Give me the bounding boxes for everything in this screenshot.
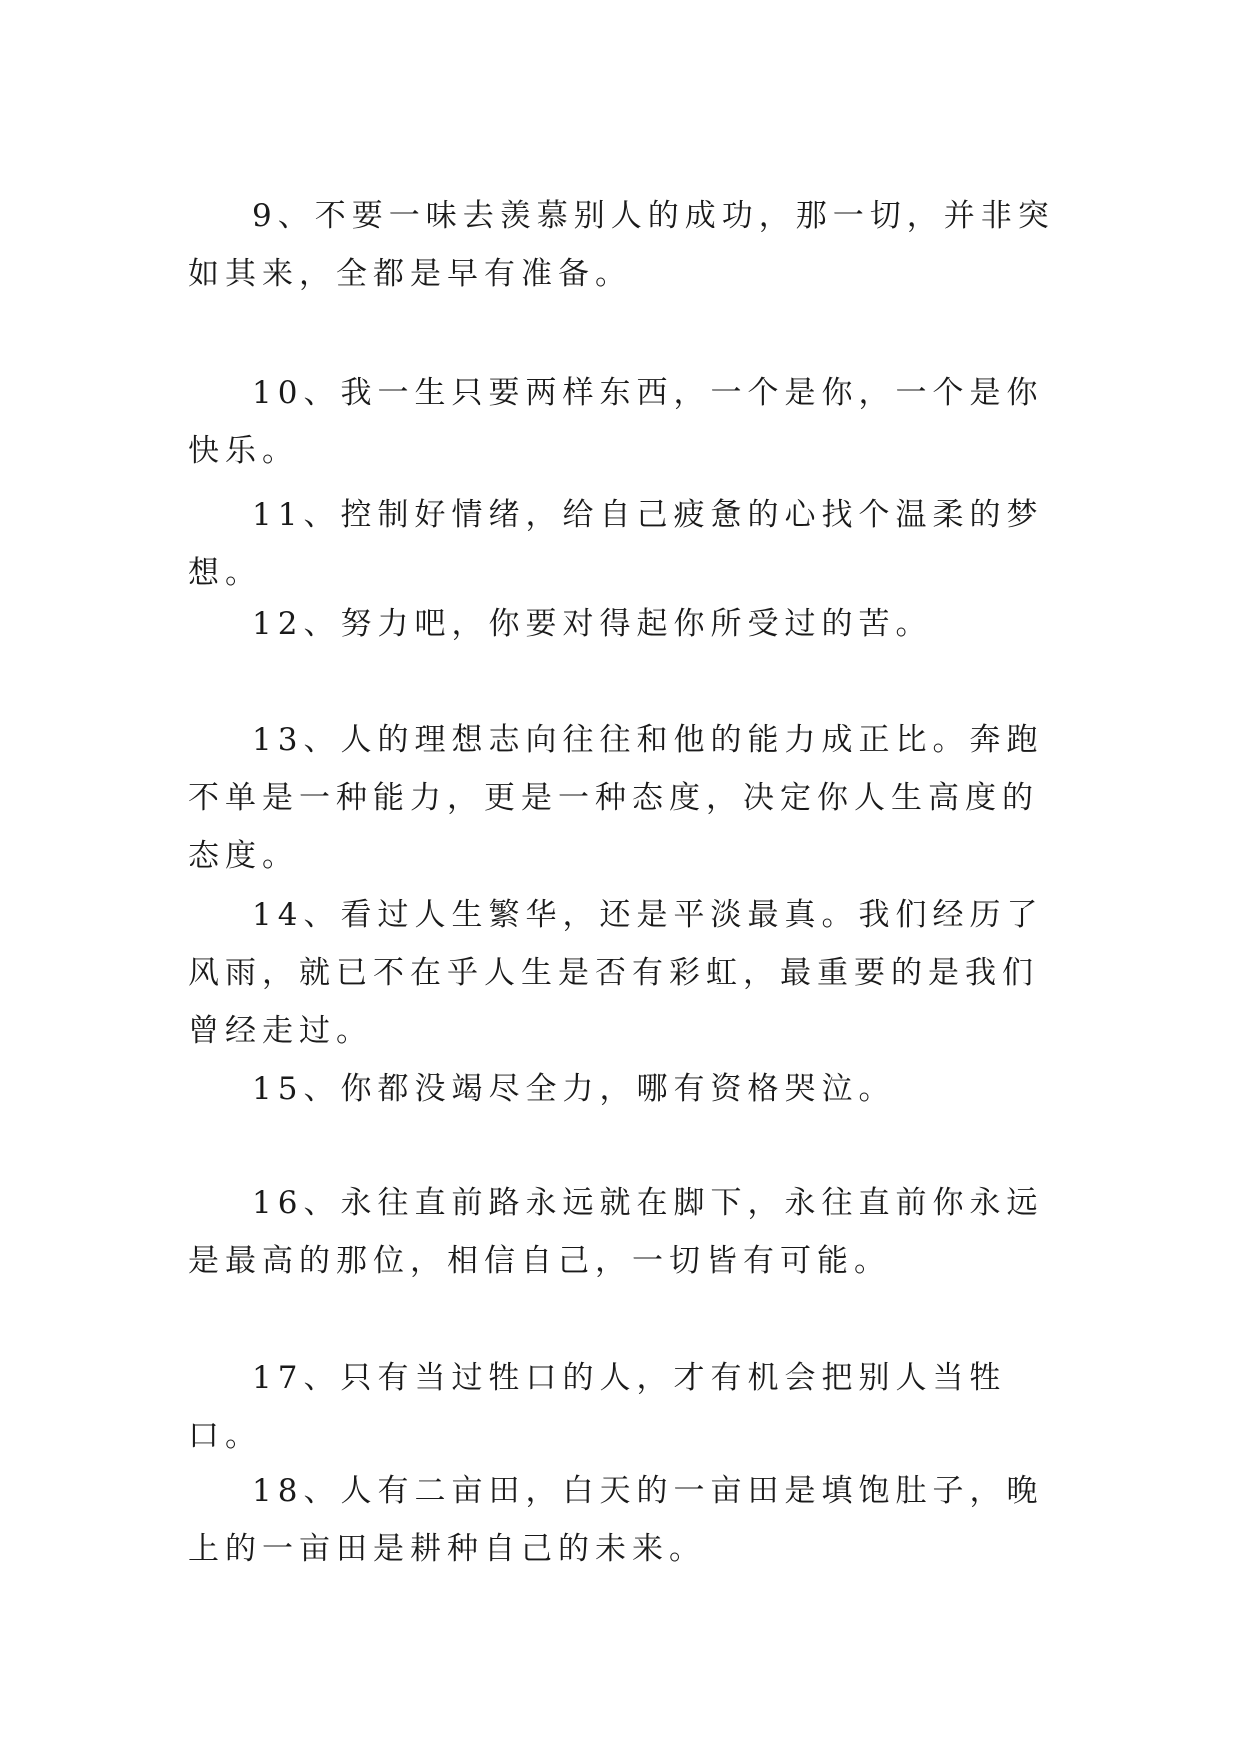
paragraph-14: 14、看过人生繁华，还是平淡最真。我们经历了风雨，就已不在乎人生是否有彩虹，最重要的是我们曾经走过。 (188, 897, 1044, 1049)
paragraph-18: 18、人有二亩田，白天的一亩田是填饱肚子，晚上的一亩田是耕种自己的未来。 (188, 1473, 1044, 1567)
paragraph-10: 10、我一生只要两样东西，一个是你，一个是你快乐。 (188, 375, 1044, 469)
paragraph-9: 9、不要一味去羡慕别人的成功，那一切，并非突如其来，全都是早有准备。 (188, 198, 1055, 292)
paragraph-13: 13、人的理想志向往往和他的能力成正比。奔跑不单是一种能力，更是一种态度，决定你人生高度的态度。 (188, 722, 1044, 874)
paragraph-12: 12、努力吧，你要对得起你所受过的苦。 (252, 606, 933, 642)
paragraph-17: 17、只有当过牲口的人，才有机会把别人当牲口。 (188, 1360, 1007, 1454)
paragraph-16: 16、永往直前路永远就在脚下，永往直前你永远是最高的那位，相信自己，一切皆有可能。 (188, 1185, 1044, 1279)
paragraph-11: 11、控制好情绪，给自己疲惫的心找个温柔的梦想。 (188, 497, 1044, 591)
paragraph-15: 15、你都没竭尽全力，哪有资格哭泣。 (252, 1071, 896, 1107)
